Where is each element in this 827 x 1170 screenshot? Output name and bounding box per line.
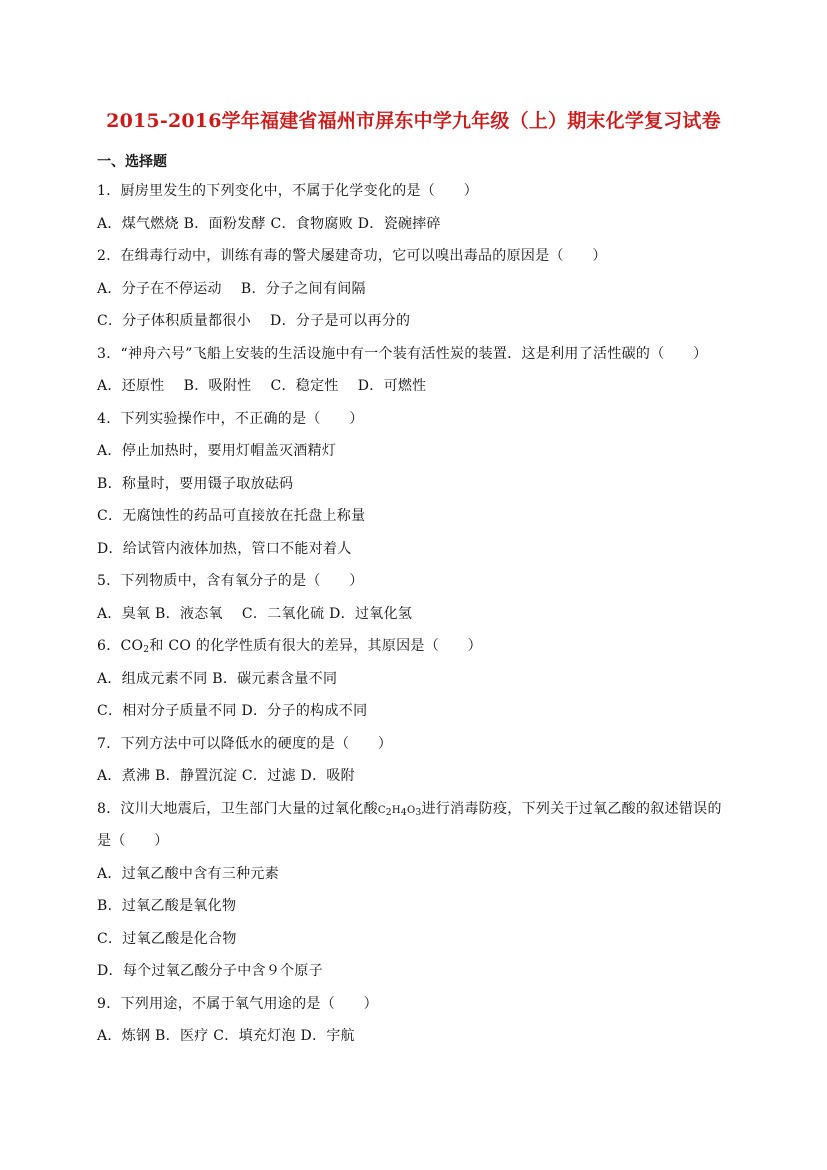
question-7-options: A．煮沸 B．静置沉淀 C．过滤 D．吸附 (97, 768, 355, 784)
question-6-post: 和 CO 的化学性质有很大的差异，其原因是（ ） (149, 638, 482, 654)
question-8-option-b: B．过氧乙酸是氧化物 (97, 898, 237, 914)
question-8-option-c: C．过氧乙酸是化合物 (97, 931, 237, 947)
question-2-options-ab: A．分子在不停运动 B．分子之间有间隔 (97, 281, 366, 297)
question-6 (97, 635, 482, 655)
question-7: 7．下列方法中可以降低水的硬度的是（ ） (97, 736, 393, 752)
question-1-options: A．煤气燃烧 B．面粉发酵 C．食物腐败 D．瓷碗摔碎 (97, 216, 441, 232)
formula-sub-3: 3 (415, 808, 422, 818)
question-8-pre: 8．汶川大地震后，卫生部门大量的过氧化酸 (97, 801, 378, 817)
question-3: 3．“神舟六号”飞船上安装的生活设施中有一个装有活性炭的装置．这是利用了活性碳的（ ） (97, 346, 708, 362)
formula-sub-1: 2 (385, 808, 392, 818)
formula-o: O (406, 805, 416, 816)
question-4: 4．下列实验操作中，不正确的是（ ） (97, 411, 364, 427)
question-8-continued: 是（ ） (97, 833, 169, 849)
question-5: 5．下列物质中，含有氧分子的是（ ） (97, 573, 364, 589)
question-6-subscript: 2 (143, 645, 150, 655)
page-title: 2015-2016学年福建省福州市屏东中学九年级（上）期末化学复习试卷 (106, 110, 721, 132)
question-4-option-c: C．无腐蚀性的药品可直接放在托盘上称量 (97, 508, 366, 524)
question-8-option-a: A．过氧乙酸中含有三种元素 (97, 866, 280, 882)
question-4-option-d: D．给试管内液体加热，管口不能对着人 (97, 541, 352, 557)
question-6-pre: 6．CO (97, 638, 144, 654)
question-4-option-a: A．停止加热时，要用灯帽盖灭酒精灯 (97, 443, 337, 459)
question-3-options: A．还原性 B．吸附性 C．稳定性 D．可燃性 (97, 378, 427, 394)
formula-c: C (377, 805, 386, 816)
question-8-post: 进行消毒防疫，下列关于过氧乙酸的叙述错误的 (421, 801, 722, 817)
section-heading: 一、选择题 (97, 154, 167, 170)
question-5-options: A．臭氧 B．液态氧 C．二氧化硫 D．过氧化氢 (97, 606, 413, 622)
question-9: 9．下列用途，不属于氧气用途的是（ ） (97, 996, 378, 1012)
question-2: 2．在缉毒行动中，训练有毒的警犬屡建奇功，它可以嗅出毒品的原因是（ ） (97, 248, 607, 264)
question-6-options-cd: C．相对分子质量不同 D．分子的构成不同 (97, 703, 368, 719)
question-8 (97, 798, 722, 818)
question-6-options-ab: A．组成元素不同 B．碳元素含量不同 (97, 671, 338, 687)
question-1: 1．厨房里发生的下列变化中，不属于化学变化的是（ ） (97, 183, 479, 199)
question-2-options-cd: C．分子体积质量都很小 D．分子是可以再分的 (97, 313, 411, 329)
question-4-option-b: B．称量时，要用镊子取放砝码 (97, 476, 294, 492)
formula-sub-2: 4 (400, 808, 407, 818)
question-8-option-d: D．每个过氧乙酸分子中含９个原子 (97, 963, 324, 979)
formula-h: H (391, 805, 401, 816)
question-9-options: A．炼钢 B．医疗 C．填充灯泡 D．宇航 (97, 1028, 355, 1044)
